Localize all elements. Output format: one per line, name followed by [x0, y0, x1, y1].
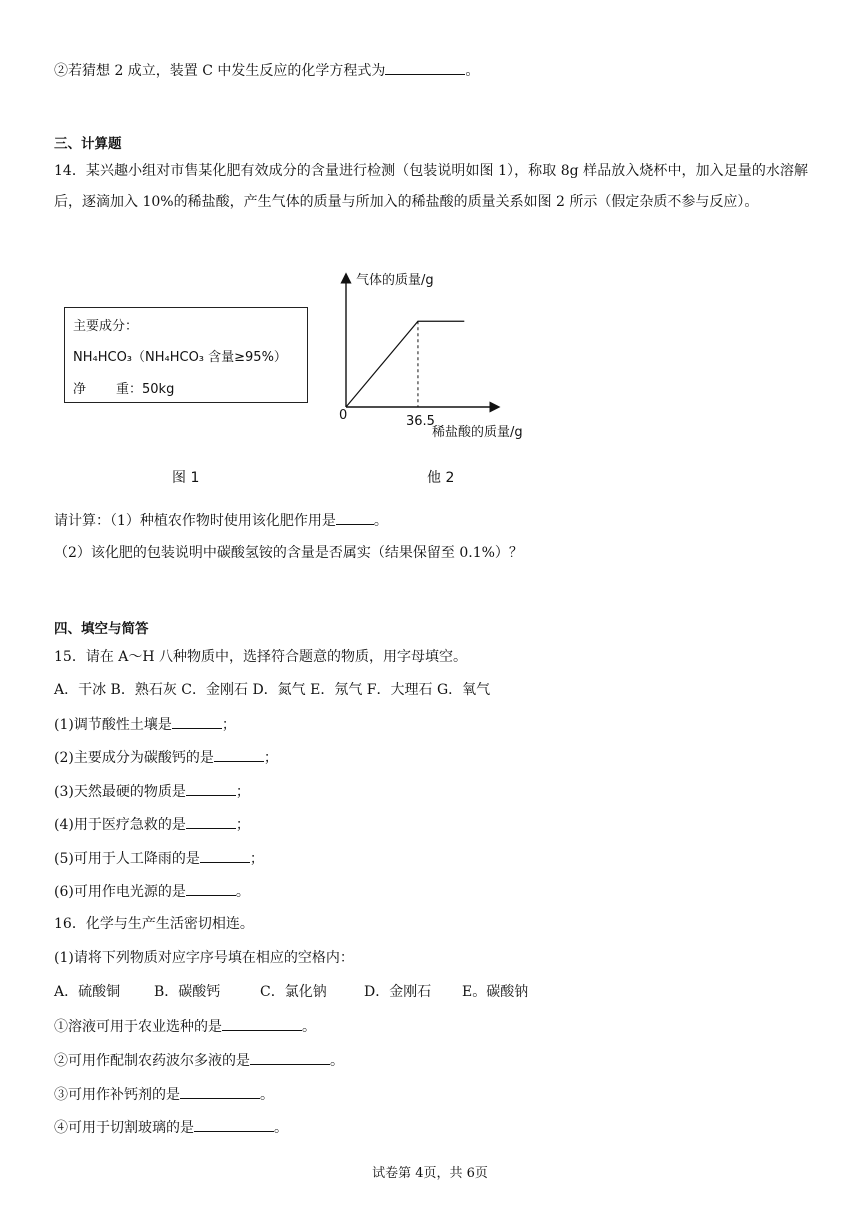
- q16-option-e: E。碳酸钠: [462, 984, 529, 1000]
- answer-blank[interactable]: [200, 848, 250, 863]
- q15-options: A．干冰 B．熟石灰 C．金刚石 D．氮气 E．氖气 F．大理石 G．氧气: [54, 682, 491, 698]
- q13-subquestion-2: ②若猜想 2 成立，装置 C 中发生反应的化学方程式为 。: [54, 60, 479, 81]
- x-tick-label-0: 36.5: [405, 414, 435, 429]
- figure-2-caption: 他 2: [427, 470, 455, 486]
- answer-blank[interactable]: [385, 60, 465, 75]
- figure-1-label-box: [64, 307, 308, 403]
- q16-item-3: ③可用作补钙剂的是 。: [54, 1084, 274, 1105]
- q15-item-4: (4)用于医疗急救的是 ；: [54, 814, 250, 835]
- x-axis-label: 稀盐酸的质量/g: [432, 425, 523, 440]
- q14-stem: 14．某兴趣小组对市售某化肥有效成分的含量进行检测（包装说明如图 1），称取 8g 样品放入烧杯中，加入足量的水溶解后，逐滴加入 10%的稀盐酸，产生气体的质量与所加入的稀盐酸的质量关系如图 2 所示（假定杂质不参与反应）。: [54, 163, 808, 210]
- q16-option-a: A．硫酸铜: [54, 984, 121, 1000]
- origin-label: 0: [339, 408, 348, 423]
- q15-item-6: (6)可用作电光源的是 。: [54, 881, 250, 902]
- q14-subquestion-1: 请计算：（1）种植农作物时使用该化肥作用是 。: [54, 510, 388, 531]
- q16-option-d: D．金刚石: [364, 984, 432, 1000]
- answer-blank[interactable]: [186, 814, 236, 829]
- page-footer: 试卷第 4页，共 6页: [372, 1166, 488, 1181]
- answer-blank[interactable]: [180, 1084, 260, 1099]
- q15-item-3: (3)天然最硬的物质是 ；: [54, 781, 250, 802]
- answer-blank[interactable]: [336, 510, 374, 525]
- figure-1-caption: 图 1: [172, 470, 200, 486]
- answer-blank[interactable]: [194, 1117, 274, 1132]
- q15-item-1: (1)调节酸性土壤是 ；: [54, 714, 236, 735]
- q16-item-2: ②可用作配制农药波尔多液的是 。: [54, 1050, 344, 1071]
- q15-item-5: (5)可用于人工降雨的是 ；: [54, 848, 264, 869]
- answer-blank[interactable]: [222, 1016, 302, 1031]
- q15-stem: 15．请在 A～H 八种物质中，选择符合题意的物质，用字母填空。: [54, 649, 468, 665]
- q14-subquestion-2: （2）该化肥的包装说明中碳酸氢铵的含量是否属实（结果保留至 0.1%）？: [54, 545, 523, 561]
- figure-1-line-1: 主要成分：: [73, 319, 139, 334]
- q16-options: [54, 982, 528, 1002]
- series-line-0: [346, 321, 464, 407]
- figure-2-chart: [330, 262, 550, 447]
- section-title-fill-in: 四、填空与简答: [54, 621, 149, 637]
- answer-blank[interactable]: [250, 1050, 330, 1065]
- answer-blank[interactable]: [172, 714, 222, 729]
- q16-subquestion-1: (1)请将下列物质对应字序号填在相应的空格内：: [54, 950, 354, 966]
- q16-item-1: ①溶液可用于农业选种的是 。: [54, 1016, 316, 1037]
- figure-1-line-2: NH₄HCO₃（NH₄HCO₃ 含量≥95%）: [73, 350, 287, 365]
- q16-option-c: C．氯化钠: [260, 984, 327, 1000]
- q16-item-4: ④可用于切割玻璃的是 。: [54, 1117, 288, 1138]
- section-title-calculation: 三、计算题: [54, 136, 122, 152]
- figure-1-line-3: 净 重：50kg: [73, 382, 175, 397]
- q15-item-2: (2)主要成分为碳酸钙的是 ；: [54, 747, 278, 768]
- answer-blank[interactable]: [186, 781, 236, 796]
- q16-stem: 16．化学与生产生活密切相连。: [54, 916, 254, 932]
- answer-blank[interactable]: [186, 881, 236, 896]
- answer-blank[interactable]: [214, 747, 264, 762]
- q16-option-b: B．碳酸钙: [154, 984, 221, 1000]
- y-axis-label: 气体的质量/g: [356, 273, 434, 288]
